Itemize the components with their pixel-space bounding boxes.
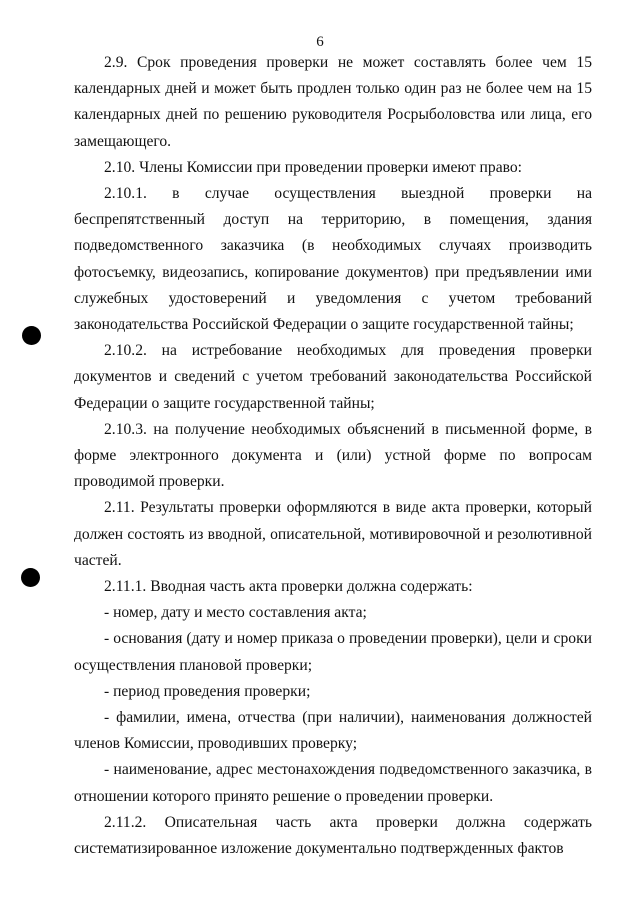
list-item-period: - период проведения проверки; [104,682,311,700]
paragraph-2-10: 2.10. Члены Комиссии при проведении проверки имеют право: [104,158,523,176]
list-item-grounds: - основания (дату и номер приказа о проведении проверки), цели и сроки осуществления плановой проверки; [74,630,592,674]
paragraph-2-9: 2.9. Срок проведения проверки не может составлять более чем 15 календарных дней и может быть продлен только один раз не более чем на 15 календарных дней по решению руководителя Росрыболовства или лица, его замещающего. [74,54,592,150]
list-item-customer: - наименование, адрес местонахождения подведомственного заказчика, в отношении которого принято решение о проведении проверки. [74,761,592,805]
paragraph-2-11: 2.11. Результаты проверки оформляются в виде акта проверки, который должен состоять из вводной, описательной, мотивировочной и резолютивной частей. [74,499,592,569]
paragraph-2-11-2: 2.11.2. Описательная часть акта проверки должна содержать систематизированное изложение документально подтвержденных фактов [74,813,592,858]
paragraph-2-11-1: 2.11.1. Вводная часть акта проверки должна содержать: [104,578,473,596]
list-item-act-number: - номер, дату и место составления акта; [104,604,367,622]
document-body [74,50,592,862]
punch-hole-top [22,326,41,345]
page-number: 6 [316,34,324,50]
paragraph-2-10-1: 2.10.1. в случае осуществления выездной проверки на беспрепятственный доступ на территорию, в помещения, здания подведомственного заказчика (в необходимых случаях производить фотосъемку, видеозапись, копирование документов) при предъявлении ими служебных удостоверений и уведомления с учетом требований законодательства Российской Федерации о защите государственной тайны; [74,185,592,334]
paragraph-2-10-2: 2.10.2. на истребование необходимых для проведения проверки документов и сведений с учетом требований законодательства Российской Федерации о защите государственной тайны; [74,342,592,412]
paragraph-2-10-3: 2.10.3. на получение необходимых объяснений в письменной форме, в форме электронного документа и (или) устной форме по вопросам проводимой проверки. [74,420,592,491]
list-item-members: - фамилии, имена, отчества (при наличии), наименования должностей членов Комиссии, проводивших проверку; [74,709,592,753]
punch-hole-bottom [21,568,40,587]
